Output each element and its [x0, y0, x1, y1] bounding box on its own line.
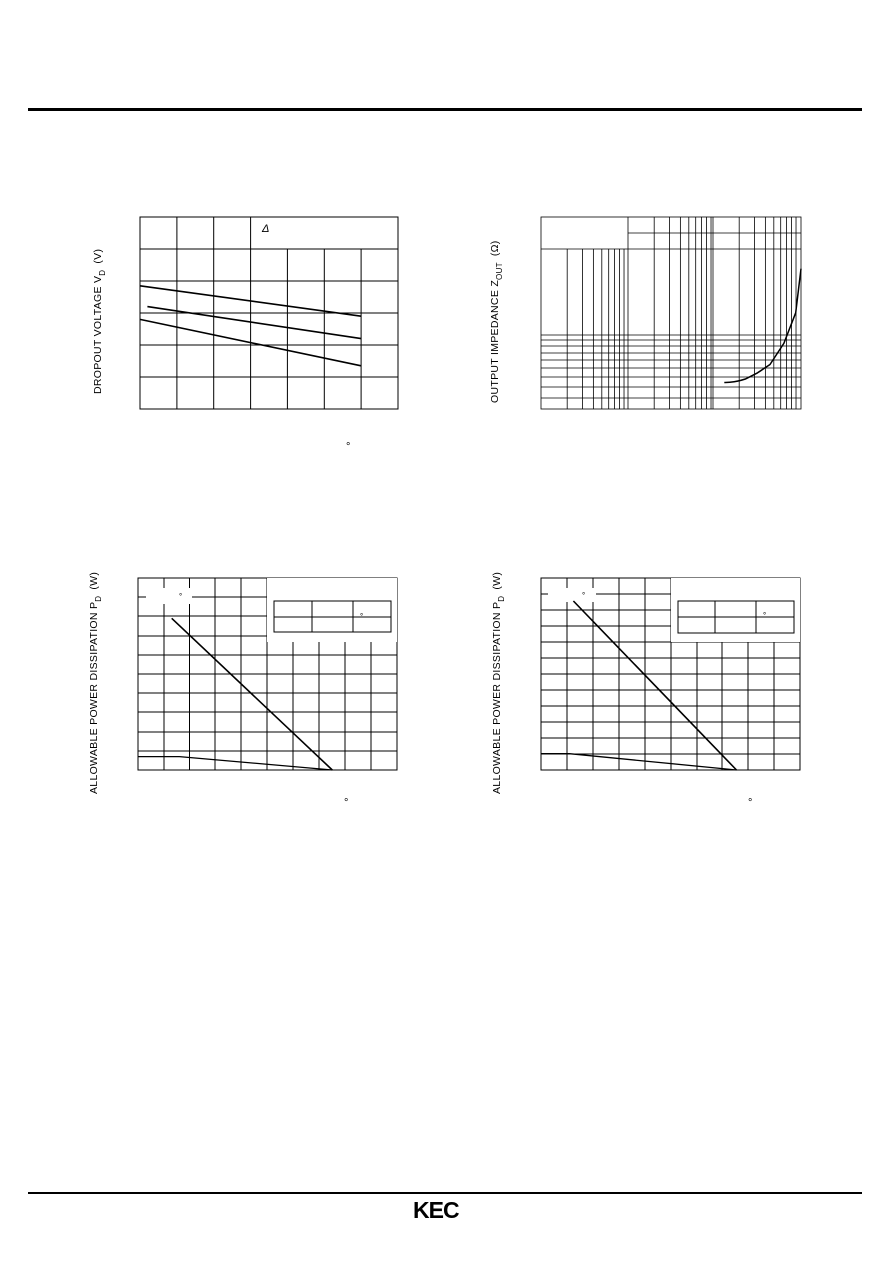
- svg-text:DROPOUT VOLTAGE VD(V): [92, 249, 107, 394]
- chart-2-ylabel-sub: OUT: [495, 262, 504, 280]
- chart-4-label-patch: [548, 588, 596, 602]
- chart-1-ylabel-sub: D: [98, 269, 107, 276]
- chart-4-legend: [671, 578, 800, 642]
- chart-3-label-patch: [146, 588, 192, 604]
- chart-2-ylabel-text: OUTPUT IMPEDANCE Z: [489, 279, 501, 403]
- chart-2-series-1-line: [724, 269, 801, 383]
- svg-text:ALLOWABLE POWER DISSIPATION PD: [491, 572, 506, 794]
- chart-3-degree-mark: °: [344, 797, 349, 809]
- chart-4: [491, 572, 800, 809]
- chart-3-ylabel: [88, 572, 103, 794]
- chart-1: [92, 217, 398, 453]
- chart-4-ylabel-unit: (W): [491, 571, 503, 590]
- chart-4-degree-mark: °: [748, 797, 753, 809]
- chart-4-legend-degree: °: [763, 611, 767, 620]
- chart-2: [489, 217, 801, 409]
- chart-4-ylabel-sub: D: [497, 595, 506, 602]
- chart-3-degree-mark-top: °: [179, 592, 183, 601]
- chart-2-grid: [541, 217, 801, 409]
- kec-logo: KEC: [413, 1197, 459, 1223]
- chart-1-ylabel-text: DROPOUT VOLTAGE V: [92, 275, 104, 394]
- chart-1-degree-mark: °: [346, 441, 351, 453]
- chart-3-ylabel-text: ALLOWABLE POWER DISSIPATION P: [88, 601, 100, 794]
- footer-rule: [28, 1192, 862, 1194]
- chart-2-ylabel: [489, 240, 504, 403]
- chart-3-legend-degree: °: [360, 612, 364, 621]
- chart-1-ylabel: [92, 249, 107, 394]
- chart-1-grid: [140, 217, 398, 409]
- chart-4-ylabel-text: ALLOWABLE POWER DISSIPATION P: [491, 601, 503, 794]
- svg-text:OUTPUT IMPEDANCE ZOUT(Ω): [489, 240, 504, 403]
- chart-4-ylabel: [491, 572, 506, 794]
- chart-3-series-2-line: [138, 757, 332, 770]
- chart-4-series-2-line: [541, 754, 737, 770]
- chart-3-legend: [267, 578, 397, 642]
- chart-3-ylabel-sub: D: [94, 595, 103, 602]
- chart-2-ylabel-unit: (Ω): [489, 240, 501, 257]
- chart-4-degree-mark-top: °: [582, 591, 586, 600]
- svg-text:ALLOWABLE POWER DISSIPATION PD: [88, 572, 103, 794]
- chart-3-ylabel-unit: (W): [88, 571, 100, 590]
- chart-3: [88, 572, 397, 809]
- chart-1-delta-symbol: Δ: [262, 223, 270, 235]
- chart-1-ylabel-unit: (V): [92, 248, 104, 264]
